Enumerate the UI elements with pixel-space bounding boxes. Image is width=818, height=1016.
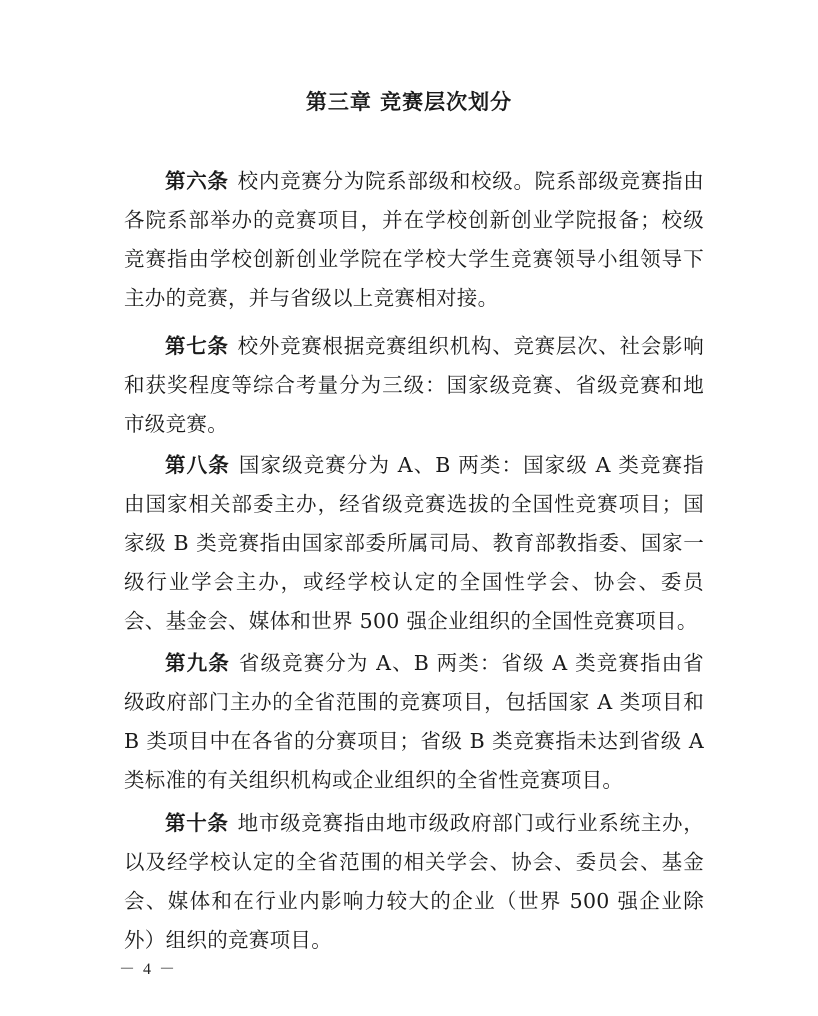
page-number: － 4 － [119,961,178,978]
chapter-title: 第三章 竞赛层次划分 [305,90,513,114]
article-8-text: 国家级竞赛分为 A、B 两类：国家级 A 类竞赛指由国家相关部委主办，经省级竞赛选拔的全国性竞赛项目；国家级 B 类竞赛指由国家部委所属司局、教育部教指委、国家一级行业学会主办，或经学校认定的全国性学会、协会、委员会、基金会、媒体和世界 500 强企业组织的全国性竞赛项目。 [124,452,704,634]
article-7-label: 第七条 [165,333,229,358]
article-7-text: 校外竞赛根据竞赛组织机构、竞赛层次、社会影响和获奖程度等综合考量分为三级：国家级竞赛、省级竞赛和地市级竞赛。 [124,333,704,436]
article-6 [124,162,704,319]
article-8 [124,446,704,642]
article-6-label: 第六条 [165,168,229,193]
article-9-text: 省级竞赛分为 A、B 两类：省级 A 类竞赛指由省级政府部门主办的全省范围的竞赛项目，包括国家 A 类项目和 B 类项目中在各省的分赛项目；省级 B 类竞赛指未达到省级 A 类标准的有关组织机构或企业组织的全省性竞赛项目。 [124,650,704,793]
article-7 [124,327,704,445]
article-10-label: 第十条 [165,810,229,835]
article-9-label: 第九条 [165,650,230,675]
article-9 [124,644,704,801]
article-8-label: 第八条 [165,452,230,477]
article-10 [124,804,704,961]
article-10-text: 地市级竞赛指由地市级政府部门或行业系统主办，以及经学校认定的全省范围的相关学会、协会、委员会、基金会、媒体和在行业内影响力较大的企业（世界 500 强企业除外）组织的竞赛项目。 [124,810,704,953]
article-6-text: 校内竞赛分为院系部级和校级。院系部级竞赛指由各院系部举办的竞赛项目，并在学校创新创业学院报备；校级竞赛指由学校创新创业学院在学校大学生竞赛领导小组领导下主办的竞赛，并与省级以上竞赛相对接。 [124,168,704,311]
